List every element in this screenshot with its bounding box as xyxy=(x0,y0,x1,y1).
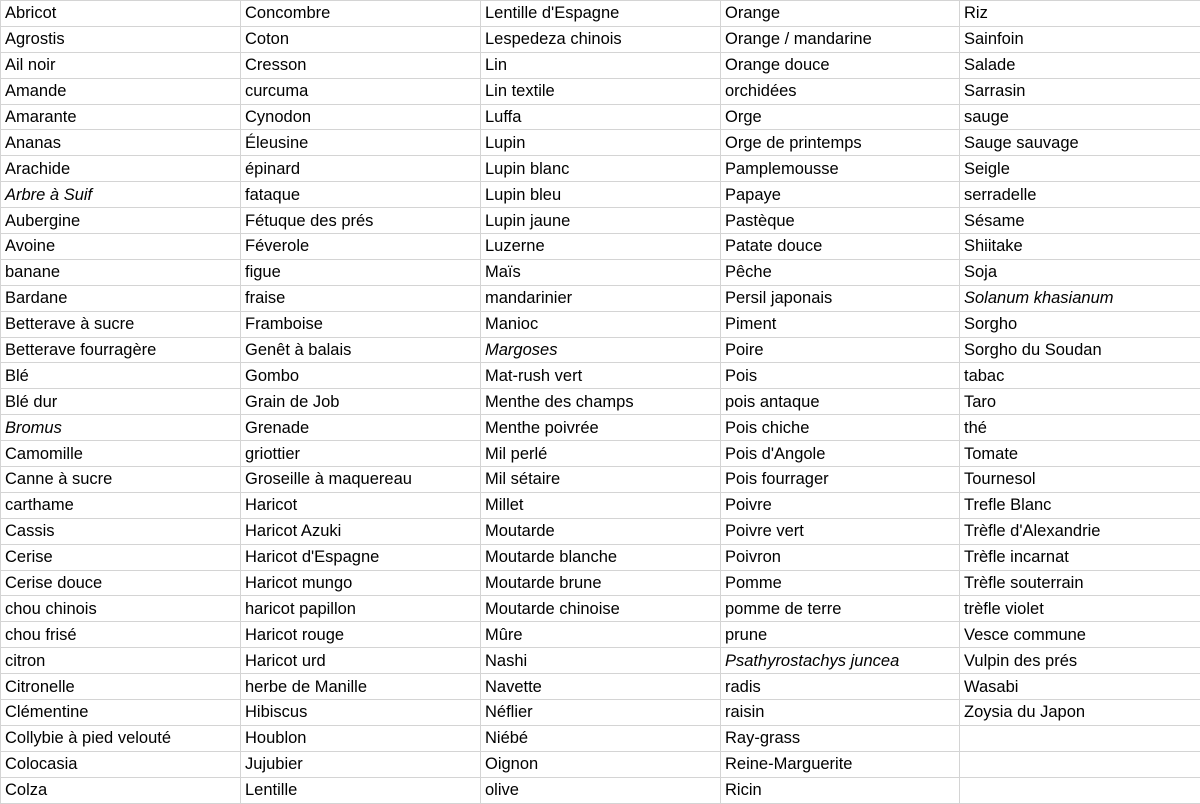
cell[interactable]: Ray-grass xyxy=(721,725,960,751)
cell[interactable]: Cynodon xyxy=(241,104,481,130)
cell[interactable]: thé xyxy=(960,415,1200,441)
cell[interactable]: Colocasia xyxy=(1,751,241,777)
cell[interactable]: Mil sétaire xyxy=(481,467,721,493)
cell[interactable]: Orge xyxy=(721,104,960,130)
cell[interactable]: Seigle xyxy=(960,156,1200,182)
cell[interactable]: Lespedeza chinois xyxy=(481,26,721,52)
table-row xyxy=(1,777,1200,803)
cell[interactable]: Orge de printemps xyxy=(721,130,960,156)
table-row xyxy=(1,700,1200,726)
cell[interactable]: Nashi xyxy=(481,648,721,674)
cell[interactable]: Haricot rouge xyxy=(241,622,481,648)
cell[interactable]: Soja xyxy=(960,259,1200,285)
cell[interactable]: Ricin xyxy=(721,777,960,803)
cell[interactable]: Haricot d'Espagne xyxy=(241,544,481,570)
cell[interactable]: Mil perlé xyxy=(481,441,721,467)
table-row xyxy=(1,518,1200,544)
table-row xyxy=(1,156,1200,182)
table-row xyxy=(1,363,1200,389)
cell[interactable]: Cerise douce xyxy=(1,570,241,596)
cell[interactable]: haricot papillon xyxy=(241,596,481,622)
cell[interactable]: Ail noir xyxy=(1,52,241,78)
cell[interactable]: Cerise xyxy=(1,544,241,570)
cell[interactable]: Oignon xyxy=(481,751,721,777)
cell[interactable]: Sainfoin xyxy=(960,26,1200,52)
cell[interactable]: tabac xyxy=(960,363,1200,389)
cell[interactable]: Betterave fourragère xyxy=(1,337,241,363)
cell[interactable]: Pastèque xyxy=(721,208,960,234)
cell[interactable]: pois antaque xyxy=(721,389,960,415)
cell[interactable]: Navette xyxy=(481,674,721,700)
cell[interactable]: Mûre xyxy=(481,622,721,648)
cell[interactable]: Camomille xyxy=(1,441,241,467)
cell[interactable]: Sorgho du Soudan xyxy=(960,337,1200,363)
cell[interactable]: Collybie à pied velouté xyxy=(1,725,241,751)
cell[interactable]: sauge xyxy=(960,104,1200,130)
table-row xyxy=(1,52,1200,78)
cell[interactable]: Lupin xyxy=(481,130,721,156)
cell[interactable]: pomme de terre xyxy=(721,596,960,622)
cell[interactable]: fraise xyxy=(241,285,481,311)
cell[interactable]: Zoysia du Japon xyxy=(960,700,1200,726)
cell[interactable]: Cresson xyxy=(241,52,481,78)
cell[interactable]: Margoses xyxy=(481,337,721,363)
cell[interactable]: Concombre xyxy=(241,1,481,27)
cell[interactable]: Néflier xyxy=(481,700,721,726)
cell[interactable]: Éleusine xyxy=(241,130,481,156)
cell[interactable]: banane xyxy=(1,259,241,285)
cell[interactable]: Trèfle incarnat xyxy=(960,544,1200,570)
cell[interactable]: orchidées xyxy=(721,78,960,104)
table-row xyxy=(1,311,1200,337)
table-row xyxy=(1,182,1200,208)
cell[interactable]: Mat-rush vert xyxy=(481,363,721,389)
cell[interactable]: Poivre xyxy=(721,492,960,518)
cell[interactable]: Shiitake xyxy=(960,234,1200,260)
cell[interactable]: Haricot xyxy=(241,492,481,518)
cell[interactable]: Gombo xyxy=(241,363,481,389)
cell[interactable] xyxy=(960,777,1200,803)
cell[interactable]: Patate douce xyxy=(721,234,960,260)
cell[interactable]: Cassis xyxy=(1,518,241,544)
cell[interactable]: Luffa xyxy=(481,104,721,130)
cell[interactable]: trèfle violet xyxy=(960,596,1200,622)
cell[interactable]: Jujubier xyxy=(241,751,481,777)
cell[interactable]: Moutarde chinoise xyxy=(481,596,721,622)
cell[interactable]: Vesce commune xyxy=(960,622,1200,648)
cell[interactable]: Coton xyxy=(241,26,481,52)
cell[interactable]: Bardane xyxy=(1,285,241,311)
cell[interactable] xyxy=(960,751,1200,777)
cell[interactable]: Pois d'Angole xyxy=(721,441,960,467)
cell[interactable]: Trefle Blanc xyxy=(960,492,1200,518)
cell[interactable]: Papaye xyxy=(721,182,960,208)
table-row xyxy=(1,648,1200,674)
cell[interactable]: Lupin jaune xyxy=(481,208,721,234)
cell[interactable]: Trèfle souterrain xyxy=(960,570,1200,596)
cell[interactable]: Canne à sucre xyxy=(1,467,241,493)
cell[interactable]: griottier xyxy=(241,441,481,467)
cell[interactable]: Arachide xyxy=(1,156,241,182)
cell[interactable]: Lin xyxy=(481,52,721,78)
cell[interactable]: citron xyxy=(1,648,241,674)
table-row xyxy=(1,467,1200,493)
cell[interactable]: mandarinier xyxy=(481,285,721,311)
cell[interactable]: Féverole xyxy=(241,234,481,260)
cell[interactable]: Houblon xyxy=(241,725,481,751)
table-row xyxy=(1,285,1200,311)
cell[interactable]: Grain de Job xyxy=(241,389,481,415)
cell[interactable]: Blé xyxy=(1,363,241,389)
cell[interactable]: Tomate xyxy=(960,441,1200,467)
cell[interactable]: Wasabi xyxy=(960,674,1200,700)
cell[interactable]: Riz xyxy=(960,1,1200,27)
cell[interactable]: Lentille d'Espagne xyxy=(481,1,721,27)
cell[interactable]: Abricot xyxy=(1,1,241,27)
table-row xyxy=(1,441,1200,467)
table-row xyxy=(1,259,1200,285)
cell[interactable]: Amarante xyxy=(1,104,241,130)
cell[interactable]: Moutarde brune xyxy=(481,570,721,596)
cell[interactable]: Pomme xyxy=(721,570,960,596)
cell[interactable]: Pêche xyxy=(721,259,960,285)
cell[interactable]: Lupin blanc xyxy=(481,156,721,182)
cell[interactable]: chou chinois xyxy=(1,596,241,622)
cell[interactable] xyxy=(960,725,1200,751)
cell[interactable]: Agrostis xyxy=(1,26,241,52)
cell[interactable]: chou frisé xyxy=(1,622,241,648)
cell[interactable]: Millet xyxy=(481,492,721,518)
cell[interactable]: Maïs xyxy=(481,259,721,285)
cell[interactable]: Orange xyxy=(721,1,960,27)
cell[interactable]: Ananas xyxy=(1,130,241,156)
cell[interactable]: Blé dur xyxy=(1,389,241,415)
cell[interactable]: Grenade xyxy=(241,415,481,441)
cell[interactable]: Lentille xyxy=(241,777,481,803)
cell[interactable]: Hibiscus xyxy=(241,700,481,726)
table-row xyxy=(1,622,1200,648)
cell[interactable]: Aubergine xyxy=(1,208,241,234)
table-row xyxy=(1,130,1200,156)
cell[interactable]: Haricot Azuki xyxy=(241,518,481,544)
cell[interactable]: Solanum khasianum xyxy=(960,285,1200,311)
cell[interactable]: Piment xyxy=(721,311,960,337)
cell[interactable]: Orange douce xyxy=(721,52,960,78)
cell[interactable]: Persil japonais xyxy=(721,285,960,311)
cell[interactable]: prune xyxy=(721,622,960,648)
cell[interactable]: Trèfle d'Alexandrie xyxy=(960,518,1200,544)
cell[interactable]: Sorgho xyxy=(960,311,1200,337)
cell[interactable]: Menthe poivrée xyxy=(481,415,721,441)
cell[interactable]: Menthe des champs xyxy=(481,389,721,415)
cell[interactable]: radis xyxy=(721,674,960,700)
cell[interactable]: Reine-Marguerite xyxy=(721,751,960,777)
cell[interactable]: carthame xyxy=(1,492,241,518)
cell[interactable]: raisin xyxy=(721,700,960,726)
table-row xyxy=(1,751,1200,777)
cell[interactable]: fataque xyxy=(241,182,481,208)
table-row xyxy=(1,1,1200,27)
cell[interactable]: Moutarde blanche xyxy=(481,544,721,570)
table-row xyxy=(1,337,1200,363)
cell[interactable]: Poire xyxy=(721,337,960,363)
cell[interactable]: Pamplemousse xyxy=(721,156,960,182)
cell[interactable]: Haricot mungo xyxy=(241,570,481,596)
cell[interactable]: Citronelle xyxy=(1,674,241,700)
cell[interactable]: Clémentine xyxy=(1,700,241,726)
cell[interactable]: Vulpin des prés xyxy=(960,648,1200,674)
cell[interactable]: Arbre à Suif xyxy=(1,182,241,208)
cell[interactable]: Taro xyxy=(960,389,1200,415)
table-row xyxy=(1,104,1200,130)
cell[interactable]: Amande xyxy=(1,78,241,104)
cell[interactable]: Moutarde xyxy=(481,518,721,544)
cell[interactable]: Fétuque des prés xyxy=(241,208,481,234)
cell[interactable]: Lupin bleu xyxy=(481,182,721,208)
cell[interactable]: Pois fourrager xyxy=(721,467,960,493)
table-row xyxy=(1,544,1200,570)
cell[interactable]: herbe de Manille xyxy=(241,674,481,700)
table-row xyxy=(1,674,1200,700)
cell[interactable]: Pois xyxy=(721,363,960,389)
cell[interactable]: Haricot urd xyxy=(241,648,481,674)
table-row xyxy=(1,234,1200,260)
cell[interactable]: Colza xyxy=(1,777,241,803)
cell[interactable]: Niébé xyxy=(481,725,721,751)
table-row xyxy=(1,492,1200,518)
table-row xyxy=(1,415,1200,441)
cell[interactable]: Lin textile xyxy=(481,78,721,104)
cell[interactable]: Psathyrostachys juncea xyxy=(721,648,960,674)
cell[interactable]: Salade xyxy=(960,52,1200,78)
table-row xyxy=(1,208,1200,234)
table-row xyxy=(1,596,1200,622)
cell[interactable]: Framboise xyxy=(241,311,481,337)
cell[interactable]: Betterave à sucre xyxy=(1,311,241,337)
spreadsheet-body xyxy=(1,1,1200,804)
cell[interactable]: Poivron xyxy=(721,544,960,570)
cell[interactable]: Bromus xyxy=(1,415,241,441)
cell[interactable]: Genêt à balais xyxy=(241,337,481,363)
cell[interactable]: Poivre vert xyxy=(721,518,960,544)
cell[interactable]: Pois chiche xyxy=(721,415,960,441)
cell[interactable]: serradelle xyxy=(960,182,1200,208)
cell[interactable]: Sésame xyxy=(960,208,1200,234)
table-row xyxy=(1,389,1200,415)
table-row xyxy=(1,570,1200,596)
cell[interactable]: Luzerne xyxy=(481,234,721,260)
cell[interactable]: figue xyxy=(241,259,481,285)
cell[interactable]: Sarrasin xyxy=(960,78,1200,104)
cell[interactable]: olive xyxy=(481,777,721,803)
cell[interactable]: Orange / mandarine xyxy=(721,26,960,52)
cell[interactable]: Avoine xyxy=(1,234,241,260)
table-row xyxy=(1,26,1200,52)
cell[interactable]: Groseille à maquereau xyxy=(241,467,481,493)
cell[interactable]: Tournesol xyxy=(960,467,1200,493)
cell[interactable]: curcuma xyxy=(241,78,481,104)
cell[interactable]: Manioc xyxy=(481,311,721,337)
cell[interactable]: épinard xyxy=(241,156,481,182)
cell[interactable]: Sauge sauvage xyxy=(960,130,1200,156)
table-row xyxy=(1,725,1200,751)
table-row xyxy=(1,78,1200,104)
